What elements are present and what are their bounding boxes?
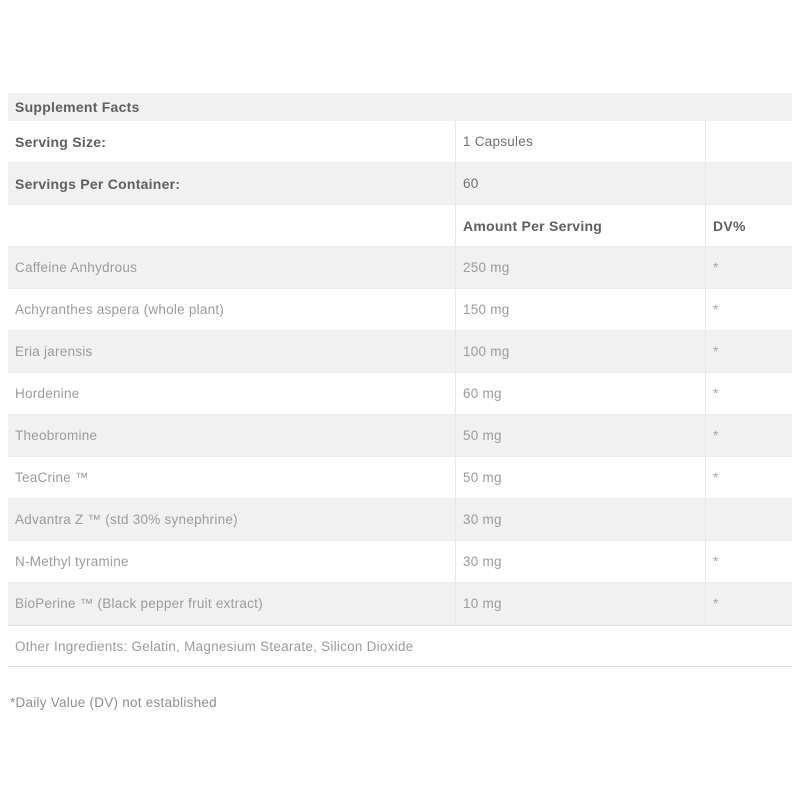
serving-size-label: Serving Size: xyxy=(15,133,107,150)
ingredient-dv: * xyxy=(705,457,792,498)
ingredient-name: Advantra Z ™ (std 30% synephrine) xyxy=(15,512,238,527)
other-ingredients-row xyxy=(8,625,792,667)
servings-per-container-row xyxy=(8,163,792,205)
ingredient-name: TeaCrine ™ xyxy=(15,470,89,485)
ingredient-amount: 250 mg xyxy=(455,247,705,288)
ingredient-name: Achyranthes aspera (whole plant) xyxy=(15,302,225,317)
ingredient-name: N-Methyl tyramine xyxy=(15,554,129,569)
supplement-facts-panel xyxy=(8,93,792,667)
serving-size-value: 1 Capsules xyxy=(455,121,705,162)
amount-column-header: Amount Per Serving xyxy=(455,205,705,246)
ingredient-name: Caffeine Anhydrous xyxy=(15,260,138,275)
table-row xyxy=(8,499,792,541)
ingredient-amount: 60 mg xyxy=(455,373,705,414)
table-row xyxy=(8,289,792,331)
ingredient-amount: 50 mg xyxy=(455,415,705,456)
servings-per-container-label: Servings Per Container: xyxy=(15,175,181,192)
ingredient-amount: 30 mg xyxy=(455,499,705,540)
ingredient-dv: * xyxy=(705,331,792,372)
other-ingredients-text: Other Ingredients: Gelatin, Magnesium Stearate, Silicon Dioxide xyxy=(15,638,414,654)
servings-dv-spacer xyxy=(705,163,792,204)
serving-size-dv-spacer xyxy=(705,121,792,162)
ingredient-name: Eria jarensis xyxy=(15,344,93,359)
facts-title-row xyxy=(8,93,792,121)
ingredient-amount: 50 mg xyxy=(455,457,705,498)
ingredient-name: Theobromine xyxy=(15,428,98,443)
ingredient-dv: * xyxy=(705,583,792,624)
ingredient-amount: 10 mg xyxy=(455,583,705,624)
ingredient-amount: 150 mg xyxy=(455,289,705,330)
table-row xyxy=(8,331,792,373)
daily-value-footnote: *Daily Value (DV) not established xyxy=(10,695,217,710)
table-row xyxy=(8,541,792,583)
table-row xyxy=(8,415,792,457)
serving-size-row xyxy=(8,121,792,163)
table-row xyxy=(8,457,792,499)
ingredient-dv xyxy=(705,499,792,540)
ingredient-name: Hordenine xyxy=(15,386,80,401)
column-header-spacer xyxy=(8,205,455,246)
table-row xyxy=(8,583,792,625)
ingredient-dv: * xyxy=(705,541,792,582)
column-header-row xyxy=(8,205,792,247)
ingredient-name: BioPerine ™ (Black pepper fruit extract) xyxy=(15,596,263,611)
ingredient-dv: * xyxy=(705,247,792,288)
facts-title: Supplement Facts xyxy=(15,99,140,115)
table-row xyxy=(8,247,792,289)
ingredient-dv: * xyxy=(705,415,792,456)
ingredient-dv: * xyxy=(705,373,792,414)
servings-per-container-value: 60 xyxy=(455,163,705,204)
table-row xyxy=(8,373,792,415)
ingredient-dv: * xyxy=(705,289,792,330)
dv-column-header: DV% xyxy=(705,205,792,246)
ingredient-amount: 30 mg xyxy=(455,541,705,582)
ingredient-amount: 100 mg xyxy=(455,331,705,372)
